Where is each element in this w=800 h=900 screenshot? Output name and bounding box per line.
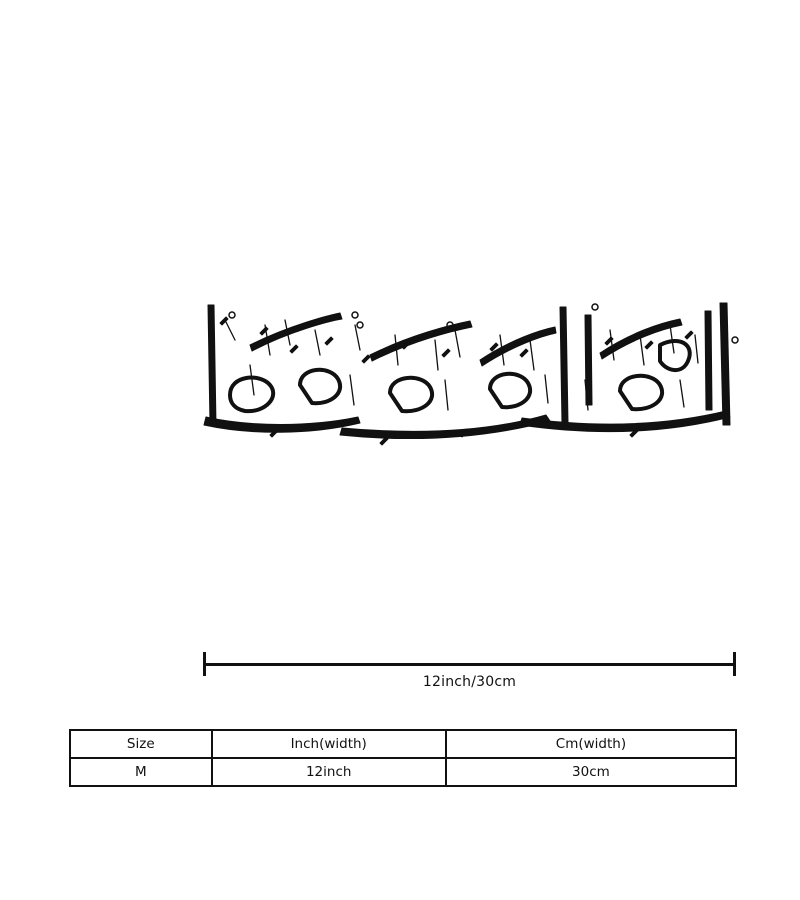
table-row: [70, 758, 736, 786]
header-inch-width: Inch(width): [212, 730, 446, 758]
cell-inch-width: 12inch: [212, 758, 446, 786]
table-header-row: [70, 730, 736, 758]
width-dimension: [203, 650, 738, 710]
dimension-line: [203, 663, 736, 666]
calligraphy-artwork: [190, 285, 750, 465]
cell-size: M: [70, 758, 212, 786]
size-table: [69, 729, 737, 787]
dimension-label: 12inch/30cm: [422, 674, 517, 690]
dimension-right-tick: [733, 652, 736, 676]
header-cm-width: Cm(width): [446, 730, 736, 758]
cell-cm-width: 30cm: [446, 758, 736, 786]
header-size: Size: [70, 730, 212, 758]
